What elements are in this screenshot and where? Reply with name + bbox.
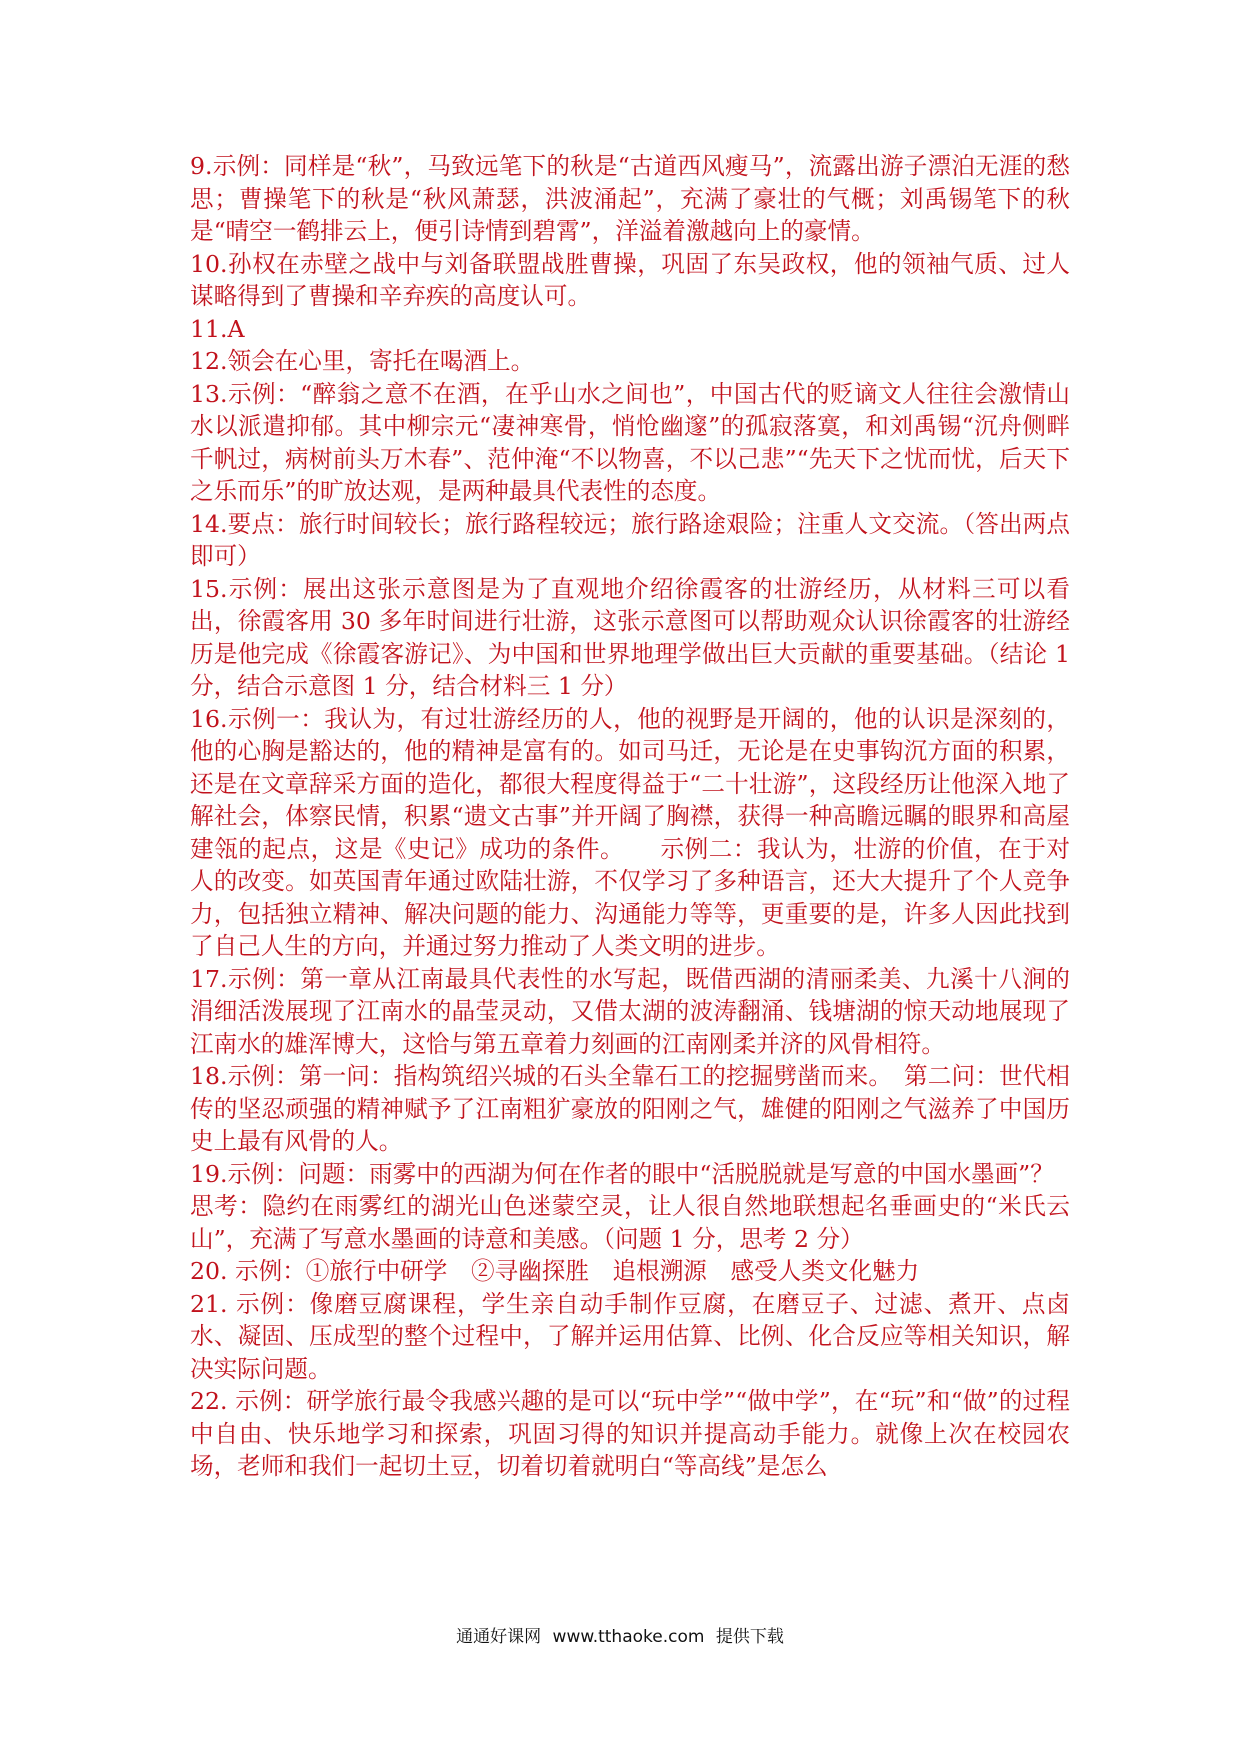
answer-16: 16.示例一：我认为，有过壮游经历的人，他的视野是开阔的，他的认识是深刻的，他的心胸是豁达的，他的精神是富有的。如司马迁，无论是在史事钩沉方面的积累，还是在文章辞采方面的造化，都很大程度得益于“二十壮游”，这段经历让他深入地了解社会，体察民情，积累“遗文古事”并开阔了胸襟，获得一种高瞻远瞩的眼界和高屋建瓴的起点，这是《史记》成功的条件。 示例二：我认为，壮游的价值，在于对人的改变。如英国青年通过欧陆壮游，不仅学习了多种语言，还大大提升了个人竞争力，包括独立精神、解决问题的能力、沟通能力等等，更重要的是，许多人因此找到了自己人生的方向，并通过努力推动了人类文明的进步。 xyxy=(190,704,1070,960)
answer-22: 22. 示例：研学旅行最令我感兴趣的是可以“玩中学”“做中学”，在“玩”和“做”的过程中自由、快乐地学习和探索，巩固习得的知识并提高动手能力。就像上次在校园农场，老师和我们一起切土豆，切着切着就明白“等高线”是怎么 xyxy=(190,1387,1070,1480)
answer-11: 11.A xyxy=(190,314,245,343)
answer-20: 20. 示例：①旅行中研学 ②寻幽探胜 追根溯源 感受人类文化魅力 xyxy=(190,1257,920,1285)
answer-21: 21. 示例：像磨豆腐课程，学生亲自动手制作豆腐，在磨豆子、过滤、煮开、点卤水、凝固、压成型的整个过程中，了解并运用估算、比例、化合反应等相关知识，解决实际问题。 xyxy=(190,1289,1070,1383)
answer-15: 15.示例：展出这张示意图是为了直观地介绍徐霞客的壮游经历，从材料三可以看出，徐霞客用 30 多年时间进行壮游，这张示意图可以帮助观众认识徐霞客的壮游经历是他完成《徐霞客游记》、为中国和世界地理学做出巨大贡献的重要基础。（结论 1 分，结合示意图 1 分，结合材料三 1 分） xyxy=(190,574,1070,700)
answer-13: 13.示例：“醉翁之意不在酒，在乎山水之间也”，中国古代的贬谪文人往往会激情山水以派遣抑郁。其中柳宗元“凄神寒骨，悄怆幽邃”的孤寂落寞，和刘禹锡“沉舟侧畔千帆过，病树前头万木春”、范仲淹“不以物喜，不以己悲”“先天下之忧而忧，后天下之乐而乐”的旷放达观，是两种最具代表性的态度。 xyxy=(190,379,1070,505)
answer-17: 17.示例：第一章从江南最具代表性的水写起，既借西湖的清丽柔美、九溪十八涧的涓细活泼展现了江南水的晶莹灵动，又借太湖的波涛翻涌、钱塘湖的惊天动地展现了江南水的雄浑博大，这恰与第五章着力刻画的江南刚柔并济的风骨相符。 xyxy=(190,964,1070,1058)
answer-14: 14.要点：旅行时间较长；旅行路程较远；旅行路途艰险；注重人文交流。（答出两点即可） xyxy=(190,509,1070,570)
page-footer: 通通好课网 www.tthaoke.com 提供下载 xyxy=(456,1627,784,1647)
answer-19-thinking: 思考：隐约在雨雾红的湖光山色迷蒙空灵，让人很自然地联想起名垂画史的“米氏云山”，充满了写意水墨画的诗意和美感。（问题 1 分，思考 2 分） xyxy=(190,1192,1070,1253)
answer-19-question: 19.示例：问题：雨雾中的西湖为何在作者的眼中“活脱脱就是写意的中国水墨画”？ xyxy=(190,1159,1054,1188)
answer-9: 9.示例：同样是“秋”，马致远笔下的秋是“古道西风瘦马”，流露出游子漂泊无涯的愁思；曹操笔下的秋是“秋风萧瑟，洪波涌起”，充满了豪壮的气概；刘禹锡笔下的秋是“晴空一鹤排云上，便引诗情到碧霄”，洋溢着激越向上的豪情。 xyxy=(190,152,1070,245)
answer-key-content xyxy=(190,150,1070,1483)
answer-12: 12.领会在心里，寄托在喝酒上。 xyxy=(190,347,535,375)
answer-10: 10.孙权在赤壁之战中与刘备联盟战胜曹操，巩固了东吴政权，他的领袖气质、过人谋略得到了曹操和辛弃疾的高度认可。 xyxy=(190,249,1070,310)
answer-18: 18.示例：第一问：指构筑绍兴城的石头全靠石工的挖掘劈凿而来。 第二问：世代相传的坚忍顽强的精神赋予了江南粗犷豪放的阳刚之气，雄健的阳刚之气滋养了中国历史上最有风骨的人。 xyxy=(190,1062,1070,1155)
